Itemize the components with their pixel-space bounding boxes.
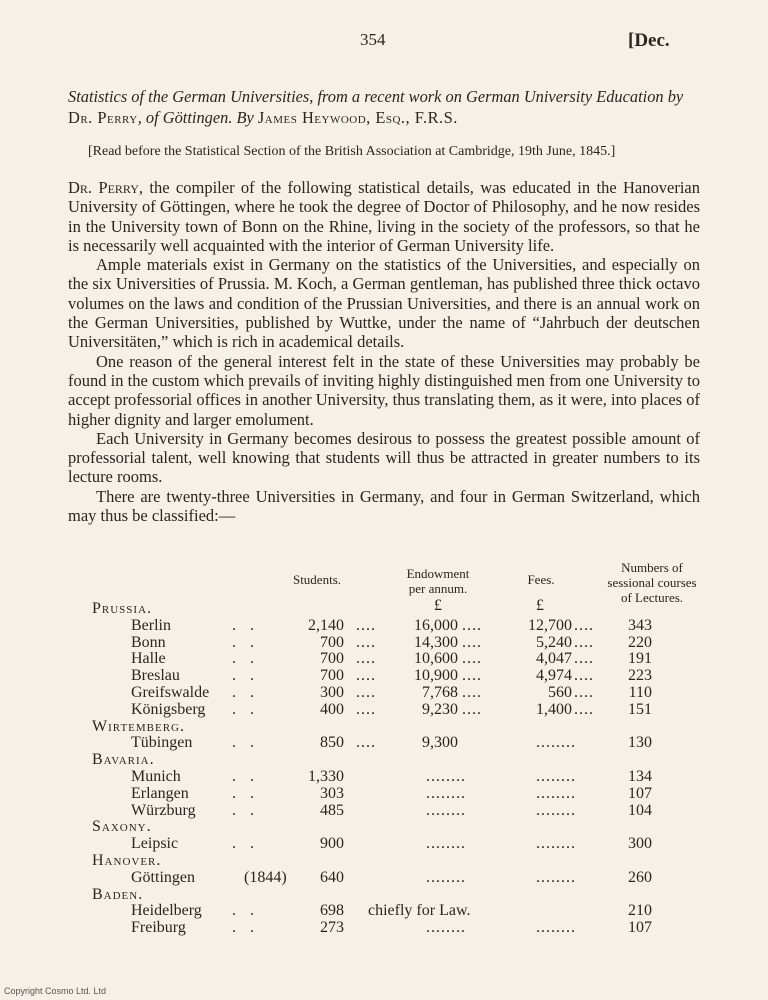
students-value: 850 [320, 734, 344, 752]
header-endowment: Endowment per annum. [406, 566, 470, 596]
blank-dots: ........ [536, 835, 576, 853]
table-row [0, 768, 768, 785]
table-row [0, 919, 768, 936]
lectures-value: 107 [628, 919, 652, 937]
leader-dots: . . [232, 633, 259, 651]
leader-dots: . . [232, 801, 259, 819]
table-row [0, 869, 768, 886]
read-note: [Read before the Statistical Section of the British Association at Cambridge, 19th June, 1845.] [88, 144, 616, 159]
header-students: Students. [292, 572, 342, 587]
students-value: 900 [320, 835, 344, 853]
currency-fees: £ [536, 597, 544, 614]
university-name: Berlin [131, 616, 171, 634]
students-value: 700 [320, 633, 344, 651]
fees-value: 1,400 [536, 700, 572, 718]
state-label: Hanover. [92, 852, 162, 869]
state-label: Wirtemberg. [92, 717, 185, 735]
endowment-value: 14,300 [414, 633, 458, 651]
lead-name: Dr. Perry [68, 178, 139, 197]
lectures-value: 110 [628, 684, 652, 701]
state-label: Saxony. [92, 818, 152, 836]
table-row [0, 617, 768, 634]
university-name: Königsberg [131, 700, 206, 718]
state-row [0, 852, 768, 869]
leader-dots: . . [232, 667, 259, 685]
blank-dots: ........ [536, 768, 576, 785]
leader-dots: .... [356, 684, 376, 701]
state-label: Baden. [92, 885, 144, 903]
leader-dots: . . [232, 734, 259, 752]
university-name: Munich [131, 768, 181, 785]
leader-dots: .... [574, 684, 594, 701]
table-row [0, 634, 768, 651]
blank-dots: ........ [426, 784, 466, 802]
state-label: Prussia. [92, 600, 153, 617]
paragraph-1 [68, 178, 700, 255]
blank-dots: ........ [536, 784, 576, 802]
leader-dots: .... [574, 633, 594, 651]
leader-dots: .... [574, 650, 594, 668]
header-fees: Fees. [527, 572, 555, 587]
university-name: Tübingen [131, 734, 193, 752]
leader-dots: .... [574, 616, 594, 634]
fees-value: 4,047 [536, 650, 572, 668]
leader-dots: . . [232, 919, 259, 937]
university-name: Leipsic [131, 835, 179, 853]
endowment-value: 9,230 [422, 700, 458, 718]
table-row [0, 785, 768, 802]
lectures-value: 300 [628, 835, 652, 853]
leader-dots: .... [356, 633, 376, 651]
leader-dots: .... [462, 650, 482, 668]
copyright-footer: Copyright Cosmo Ltd. Ltd [4, 986, 107, 996]
lectures-value: 191 [628, 650, 652, 668]
endowment-value: 9,300 [422, 734, 458, 752]
state-label: Bavaria. [92, 751, 155, 769]
blank-dots: ........ [536, 919, 576, 937]
lectures-value: 134 [628, 768, 652, 785]
lectures-value: 220 [628, 633, 652, 651]
running-head: [Dec. [628, 30, 670, 51]
leader-dots: . . [232, 835, 259, 853]
title-text-1: Statistics of the German Universities, from a recent work on German University Education by [68, 87, 684, 106]
students-value: 640 [320, 868, 344, 886]
blank-dots: ........ [536, 734, 576, 752]
fees-value: 12,700 [528, 616, 572, 634]
table-row [0, 902, 768, 919]
leader-dots: . . [232, 784, 259, 802]
state-row [0, 718, 768, 735]
leader-dots: .... [462, 633, 482, 651]
state-row [0, 751, 768, 768]
table-row [0, 802, 768, 819]
table-row [0, 734, 768, 751]
leader-dots: . . [232, 768, 259, 785]
lectures-value: 210 [628, 902, 652, 920]
paragraph-2: Ample materials exist in Germany on the statistics of the Universities, and especially on the six Universities of Prussia. M. Koch, a German gentleman, has published three thick octavo volumes on the laws and condition of the Prussian Universities, and there is an annual work on the German Universities, published by Wuttke, under the name of “Jahrbuch der deutschen Universitäten,” which is rich in academical details. [68, 255, 700, 352]
lectures-value: 260 [628, 868, 652, 886]
blank-dots: ........ [536, 801, 576, 819]
table-row [0, 701, 768, 718]
title-text-2: , of Göttingen. By [137, 108, 258, 127]
title-author-2: James Heywood, Esq., F.R.S. [257, 108, 458, 127]
students-value: 700 [320, 667, 344, 685]
students-value: 2,140 [308, 616, 344, 634]
table-row [0, 835, 768, 852]
paragraph-1-text: , the compiler of the following statistical details, was educated in the Hanoverian University of Göttingen, where he took the degree of Doctor of Philosophy, and he now resides in the University town of Bonn on the Rhine, living in the society of the professors, so that he is necessarily well acquainted with the interior of German University life. [68, 178, 700, 255]
university-name: Greifswalde [131, 684, 210, 701]
university-name: Breslau [131, 667, 180, 685]
students-value: 300 [320, 684, 344, 701]
title-author-1: Dr. Perry [68, 108, 138, 127]
blank-dots: ........ [426, 801, 466, 819]
lectures-value: 104 [628, 801, 652, 819]
year-note: (1844) [244, 868, 287, 886]
table-row [0, 684, 768, 701]
leader-dots: . . [232, 650, 259, 668]
state-row [0, 886, 768, 903]
students-value: 698 [320, 902, 344, 920]
leader-dots: .... [462, 700, 482, 718]
lectures-value: 343 [628, 616, 652, 634]
leader-dots: . . [232, 684, 259, 701]
students-value: 700 [320, 650, 344, 668]
leader-dots: .... [356, 650, 376, 668]
leader-dots: .... [462, 616, 482, 634]
endowment-value: 10,900 [414, 667, 458, 685]
leader-dots: .... [574, 667, 594, 685]
students-value: 303 [320, 784, 344, 802]
students-value: 485 [320, 801, 344, 819]
university-name: Heidelberg [131, 902, 202, 920]
fees-note: chiefly for Law. [368, 902, 471, 920]
lectures-value: 130 [628, 734, 652, 752]
university-name: Freiburg [131, 919, 186, 937]
leader-dots: .... [356, 734, 376, 752]
paragraph-3: One reason of the general interest felt in the state of these Universities may probably be found in the custom which prevails of inviting highly distinguished men from one University to accept professorial offices in another University, thus translating them, as it were, into places of higher dignity and larger emolument. [68, 351, 700, 429]
table-row [0, 667, 768, 684]
fees-value: 5,240 [536, 633, 572, 651]
endowment-value: 7,768 [422, 684, 458, 701]
university-name: Halle [131, 650, 166, 668]
endowment-value: 10,600 [414, 650, 458, 668]
table-row [0, 650, 768, 667]
students-value: 1,330 [308, 768, 344, 785]
blank-dots: ........ [426, 768, 466, 785]
university-name: Erlangen [131, 784, 189, 802]
fees-value: 4,974 [536, 667, 572, 685]
state-row [0, 818, 768, 835]
university-name: Bonn [131, 633, 166, 651]
fees-value: 560 [548, 684, 572, 701]
blank-dots: ........ [536, 868, 576, 886]
state-row [0, 600, 768, 617]
leader-dots: .... [356, 667, 376, 685]
article-title [68, 86, 698, 128]
students-value: 273 [320, 919, 344, 937]
endowment-value: 16,000 [414, 616, 458, 634]
blank-dots: ........ [426, 835, 466, 853]
page-number: 354 [360, 30, 386, 49]
leader-dots: . . [232, 902, 259, 920]
leader-dots: . . [232, 616, 259, 634]
leader-dots: .... [356, 700, 376, 718]
blank-dots: ........ [426, 868, 466, 886]
lectures-value: 151 [628, 700, 652, 718]
leader-dots: .... [356, 616, 376, 634]
university-name: Würzburg [131, 801, 196, 819]
students-value: 400 [320, 700, 344, 718]
leader-dots: . . [232, 700, 259, 718]
paragraph-4: Each University in Germany becomes desirous to possess the greatest possible amount of professorial talent, well knowing that students will thus be attracted in greater numbers to its lecture rooms. [68, 428, 700, 487]
leader-dots: .... [574, 700, 594, 718]
currency-endowment: £ [434, 597, 442, 614]
leader-dots: .... [462, 667, 482, 685]
lectures-value: 107 [628, 784, 652, 802]
leader-dots: .... [462, 684, 482, 701]
header-lectures: Numbers of sessional courses of Lectures. [607, 560, 697, 605]
paragraph-5: There are twenty-three Universities in Germany, and four in German Switzerland, which may thus be classified:— [68, 486, 700, 526]
university-name: Göttingen [131, 868, 195, 886]
blank-dots: ........ [426, 919, 466, 937]
lectures-value: 223 [628, 667, 652, 685]
article-body [68, 178, 700, 525]
